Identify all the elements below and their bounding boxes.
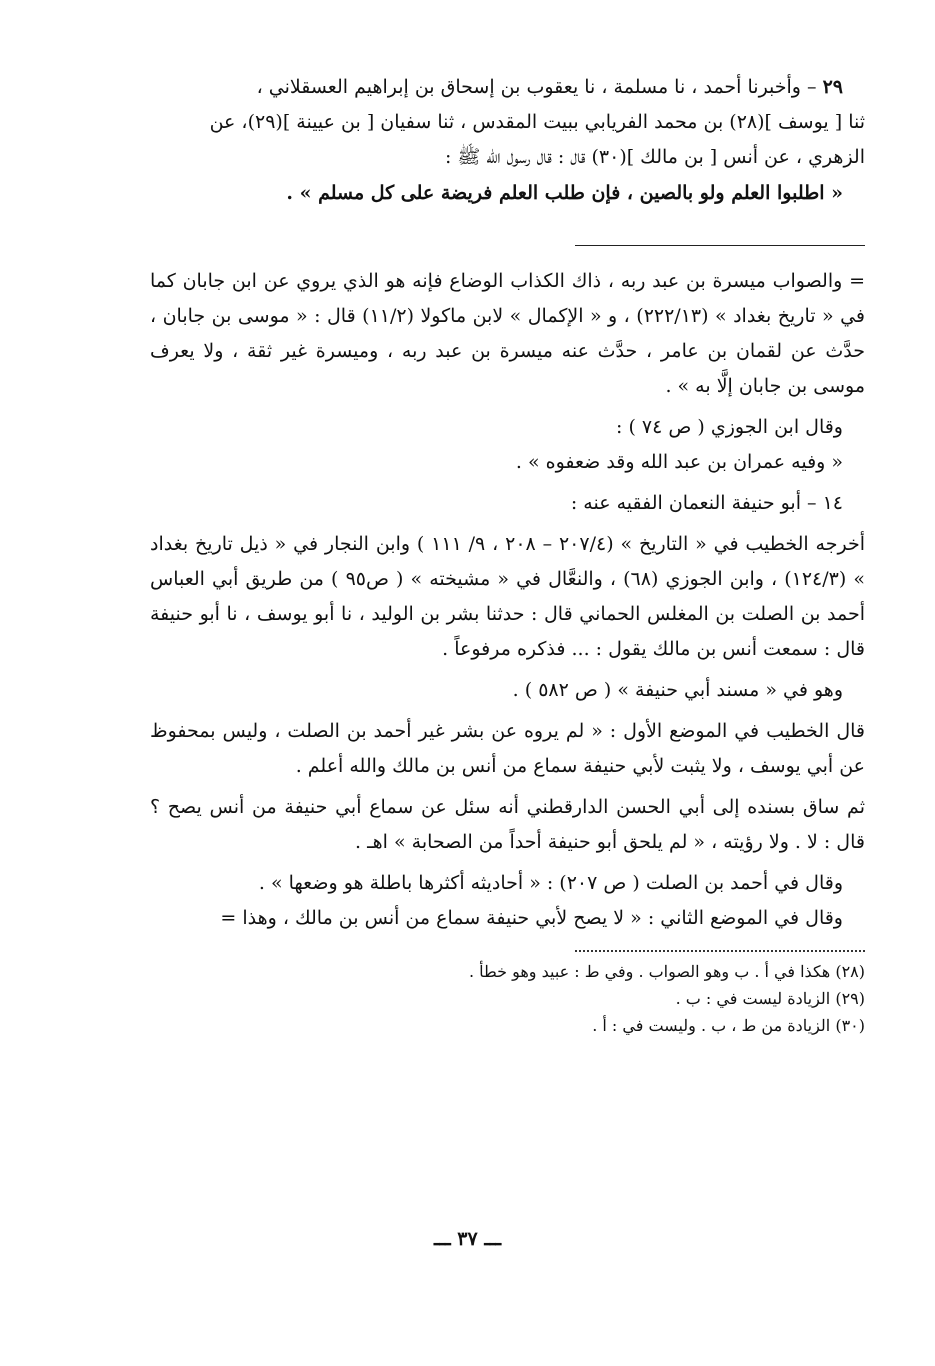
commentary-paragraph: وهو في « مسند أبي حنيفة » ( ص ٥٨٢ ) . bbox=[512, 679, 843, 701]
hadith-line-1: ٢٩ – وأخبرنا أحمد ، نا مسلمة ، نا يعقوب بن إسحاق بن إبراهيم العسقلاني ، bbox=[256, 76, 843, 98]
commentary-paragraph: وقال في الموضع الثاني : « لا يصح لأبي حنيفة سماع من أنس بن مالك ، وهذا = bbox=[220, 907, 843, 929]
footnote-separator bbox=[575, 950, 865, 952]
page-body bbox=[150, 70, 865, 1039]
section-divider bbox=[575, 245, 865, 246]
hadith-number: ٢٩ bbox=[822, 76, 843, 98]
footnote: (٢٨) هكذا في أ . ب وهو الصواب . وفي ط : عبيد وهو خطأ . bbox=[468, 962, 865, 981]
commentary-paragraph: أخرجه الخطيب في « التاريخ » (٢٠٧/٤ – ٢٠٨ ، ٩/ ١١١ ) وابن النجار في « ذيل تاريخ بغداد » (١٢٤/٣) ، وابن الجوزي (٦٨) ، والنعَّال في « مشيخته » ( ص٩٥ ) من طريق أبي العباس أحمد بن الصلت بن المغلس الحماني قال : حدثنا بشر بن الوليد ، نا أبو يوسف ، نا أبو حنيفة قال : سمعت أنس بن مالك يقول : ... فذكره مرفوعاً . bbox=[150, 533, 865, 660]
commentary-paragraph: وقال ابن الجوزي ( ص ٧٤ ) : bbox=[616, 416, 843, 438]
commentary-paragraph: قال الخطيب في الموضع الأول : « لم يروه عن بشر غير أحمد بن الصلت ، وليس بمحفوظ عن أبي يوسف ، ولا يثبت لأبي حنيفة سماع من أنس بن مالك والله أعلم . bbox=[150, 720, 865, 777]
commentary-paragraph: = والصواب ميسرة بن عبد ربه ، ذاك الكذاب الوضاع فإنه هو الذي يروي عن ابن جابان كما في « تاريخ بغداد » (٢٢٢/١٣) ، و « الإكمال » لابن ماكولا (١١/٢) قال : « موسى بن جابان ، حدَّث عن لقمان بن عامر ، حدَّث عنه ميسرة بن عبد ربه ، وميسرة غير ثقة ، ولا يعرف موسى بن جابان إلَّا به » . bbox=[150, 270, 865, 397]
commentary-paragraph: وقال في أحمد بن الصلت ( ص ٢٠٧) : « أحاديثه أكثرها باطلة هو وضعها » . bbox=[258, 872, 843, 894]
footnote: (٣٠) الزيادة من ط ، ب . وليست في : أ . bbox=[592, 1016, 865, 1035]
commentary-paragraph: ثم ساق بسنده إلى أبي الحسن الدارقطني أنه سئل عن سماع أبي حنيفة من أنس يصح ؟ قال : لا . ولا رؤيته ، « لم يلحق أبو حنيفة أحداً من الصحابة » اهـ . bbox=[150, 796, 865, 853]
commentary-quote: « وفيه عمران بن عبد الله وقد ضعفوه » . bbox=[515, 451, 843, 473]
narrator-heading: ١٤ – أبو حنيفة النعمان الفقيه عنه : bbox=[570, 492, 843, 514]
page-number: ـــ ٣٧ ـــ bbox=[433, 1228, 502, 1250]
footnote: (٢٩) الزيادة ليست في : ب . bbox=[675, 989, 865, 1008]
hadith-text: « اطلبوا العلم ولو بالصين ، فإن طلب العلم فريضة على كل مسلم » . bbox=[286, 182, 843, 204]
hadith-line-2: ثنا [ يوسف ](٢٨) بن محمد الفريابي ببيت المقدس ، ثنا سفيان [ بن عيينة ](٢٩)، عن bbox=[209, 111, 865, 133]
hadith-line-3: الزهري ، عن أنس [ بن مالك ](٣٠) قال : قال رسول الله ﷺ : bbox=[444, 146, 865, 168]
